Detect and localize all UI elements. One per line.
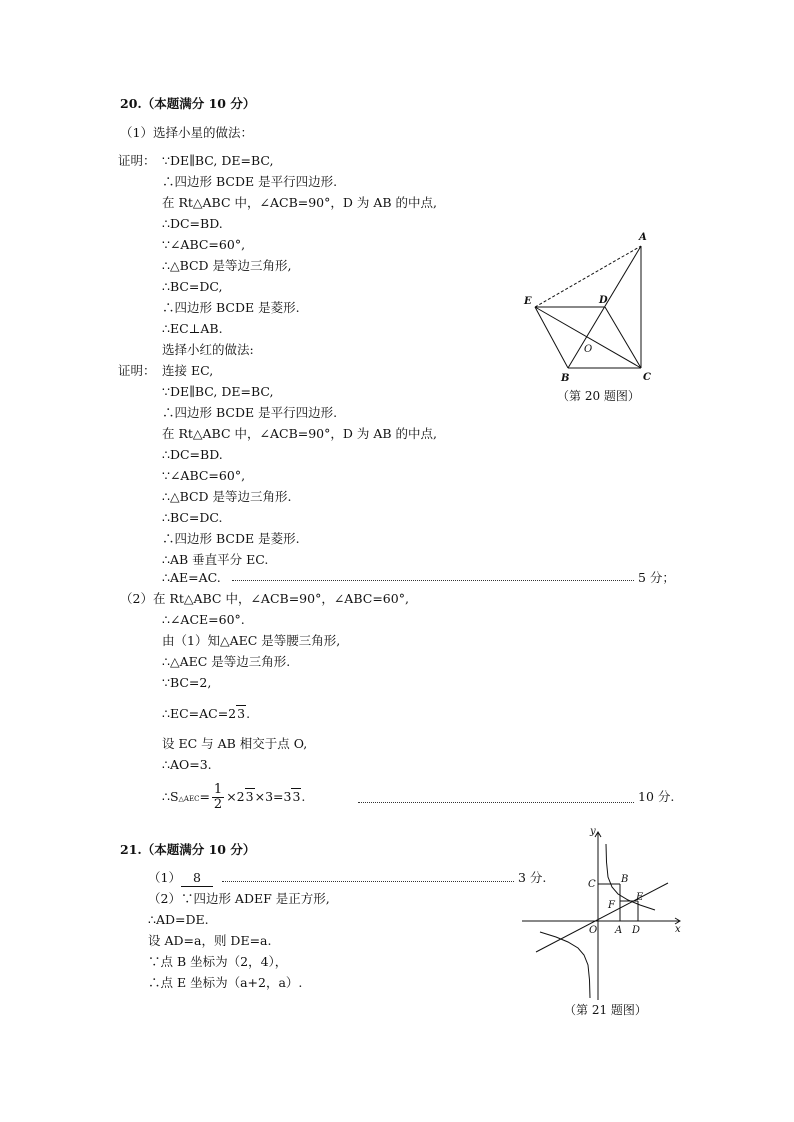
- q21-heading: 21.（本题满分 10 分）: [120, 842, 256, 857]
- proof-b-line: ∴AE=AC.: [162, 570, 221, 585]
- label-c: C: [643, 372, 651, 383]
- dot-leader: [358, 802, 634, 803]
- proof-a-line: ∴四边形 BCDE 是平行四边形.: [162, 174, 338, 189]
- score-5: 5 分；: [638, 570, 675, 585]
- proof-b-line: ∴AB 垂直平分 EC.: [162, 552, 269, 567]
- q20-part1: （1）选择小星的做法：: [120, 125, 253, 140]
- hyperbola-branch-2: [540, 932, 590, 998]
- label-e: E: [524, 296, 532, 307]
- label-a: A: [615, 925, 623, 936]
- proof-b-line: ∴DC=BD.: [162, 447, 223, 462]
- proof-b-label: 证明：: [118, 363, 156, 378]
- answer-blank: 8: [181, 870, 213, 887]
- proof-a-line: ∴EC⊥AB.: [162, 321, 223, 336]
- label-e: E: [636, 892, 644, 903]
- proof-b-line: ∵DE∥BC, DE=BC,: [162, 384, 274, 399]
- segment-dc: [605, 307, 641, 368]
- label-d: D: [632, 925, 641, 936]
- proof-b-line: 连接 EC,: [162, 363, 214, 378]
- label-o: O: [589, 925, 598, 936]
- fraction-one-half: $\frac{1}{2}$: [213, 782, 223, 812]
- label-f: F: [608, 900, 615, 911]
- proof-b-line: ∵∠ABC=60°,: [162, 468, 246, 483]
- ao-line: ∴AO=3.: [162, 757, 212, 772]
- proof-a-line: ∵DE∥BC, DE=BC,: [162, 153, 274, 168]
- q21-line: ∴AD=DE.: [148, 912, 209, 927]
- proof-b-line: ∴△BCD 是等边三角形.: [162, 489, 292, 504]
- label-d: D: [599, 295, 608, 306]
- label-b: B: [561, 373, 570, 384]
- proof-b-line: ∴BC=DC.: [162, 510, 223, 525]
- figure-21: [520, 822, 690, 1022]
- proof-a-line: ∴BC=DC,: [162, 279, 223, 294]
- proof-a-label: 证明：: [118, 153, 156, 168]
- figure-20: [515, 228, 665, 413]
- ec-equation: ∴EC=AC=23.: [162, 706, 251, 721]
- proof-a-line: ∵∠ABC=60°,: [162, 237, 246, 252]
- label-y: y: [590, 826, 596, 837]
- label-b: B: [621, 874, 629, 885]
- part2-line: 由（1）知△AEC 是等腰三角形,: [162, 633, 341, 648]
- sqrt-3: 3: [237, 706, 246, 721]
- part2-line: ∴∠ACE=60°.: [162, 612, 245, 627]
- area-equation: ∴S△AEC= $\frac{1}{2}$ ×23×3=33.: [162, 782, 306, 812]
- q21-line: 设 AD=a，则 DE=a.: [148, 933, 272, 948]
- segment-ec: [535, 307, 641, 368]
- figure-20-caption: （第 20 题图）: [557, 389, 640, 403]
- label-x: x: [675, 924, 681, 935]
- proof-b-line: ∴四边形 BCDE 是菱形.: [162, 531, 300, 546]
- proof-a-line: ∴DC=BD.: [162, 216, 223, 231]
- part2-line: （2）在 Rt△ABC 中，∠ACB=90°，∠ABC=60°,: [120, 591, 409, 606]
- q21-line: （2）∵四边形 ADEF 是正方形,: [148, 891, 330, 906]
- label-o: O: [584, 344, 593, 355]
- q21-line: ∴点 E 坐标为（a+2，a）.: [148, 975, 303, 990]
- proof-a-line: ∴△BCD 是等边三角形,: [162, 258, 292, 273]
- proof-b-line: ∴四边形 BCDE 是平行四边形.: [162, 405, 338, 420]
- q20-heading: 20.（本题满分 10 分）: [120, 96, 256, 111]
- proof-b-line: 在 Rt△ABC 中，∠ACB=90°，D 为 AB 的中点,: [162, 426, 438, 441]
- o-intersection-line: 设 EC 与 AB 相交于点 O,: [162, 736, 308, 751]
- part2-line: ∵BC=2,: [162, 675, 212, 690]
- part2-line: ∴△AEC 是等边三角形.: [162, 654, 291, 669]
- label-a: A: [639, 232, 647, 243]
- proof-a-line: 在 Rt△ABC 中，∠ACB=90°，D 为 AB 的中点,: [162, 195, 438, 210]
- q21-line: ∵点 B 坐标为（2，4），: [148, 954, 288, 969]
- dot-leader: [232, 580, 634, 581]
- choice-xiaohong: 选择小红的做法:: [162, 342, 254, 357]
- figure-21-caption: （第 21 题图）: [564, 1003, 647, 1017]
- segment-ea-dashed: [535, 246, 641, 307]
- score-3: 3 分.: [518, 870, 547, 885]
- q21-part1: （1） 8: [148, 870, 213, 887]
- proof-a-line: ∴四边形 BCDE 是菱形.: [162, 300, 300, 315]
- label-c: C: [588, 879, 596, 890]
- dot-leader: [222, 881, 514, 882]
- score-10: 10 分.: [638, 789, 675, 804]
- straight-line: [536, 883, 668, 952]
